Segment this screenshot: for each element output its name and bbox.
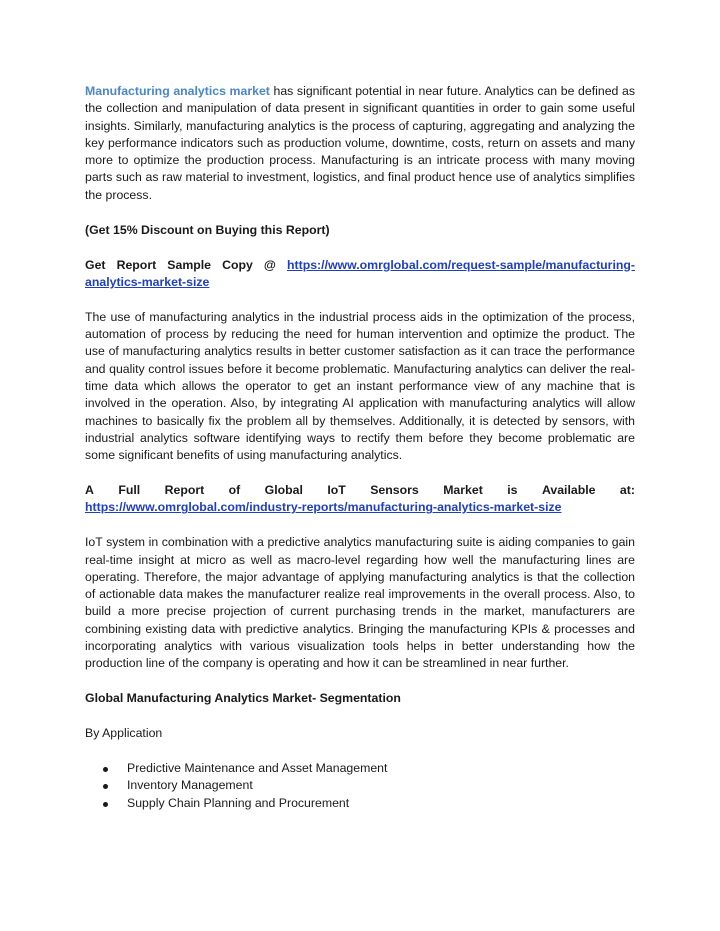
intro-paragraph	[85, 83, 635, 204]
full-report-block	[85, 482, 635, 517]
full-report-word: at:	[619, 483, 635, 498]
full-report-word: Market	[443, 483, 483, 498]
sample-copy-line	[85, 257, 635, 292]
document-page	[85, 83, 635, 812]
full-report-word: Sensors	[370, 483, 419, 498]
application-list	[85, 760, 635, 812]
sample-copy-link[interactable]: https://www.omrglobal.com/request-sample/manufacturing-analytics-market-size	[85, 257, 635, 289]
list-item-text: Predictive Maintenance and Asset Management	[127, 760, 388, 775]
full-report-word: A	[85, 483, 94, 498]
full-report-word: IoT	[327, 483, 346, 498]
full-report-word: Report	[164, 483, 205, 498]
full-report-word: Global	[264, 483, 303, 498]
sample-copy-label: Get Report Sample Copy @	[85, 257, 287, 272]
discount-line: (Get 15% Discount on Buying this Report)	[85, 222, 330, 237]
full-report-word: is	[507, 483, 518, 498]
market-link[interactable]: Manufacturing analytics market	[85, 84, 270, 98]
bullet-icon	[103, 784, 108, 789]
list-item	[85, 777, 635, 794]
intro-text: has significant potential in near future. Analytics can be defined as the collection and manipulation of data present in significant quantities in order to gain some useful insights. Similarly, manufacturing analytics is the process of capturing, aggregating and analyzing the key performance indicators such as production volume, downtime, costs, return on assets and many more to optimize the production process. Manufacturing is an intricate process with many moving parts such as raw material to investment, logistics, and final product hence use of analytics simplifies the process.	[85, 84, 635, 202]
list-item	[85, 795, 635, 812]
list-item-text: Inventory Management	[127, 778, 253, 793]
full-report-label	[85, 482, 635, 499]
full-report-word: Full	[118, 483, 141, 498]
bullet-icon	[103, 767, 108, 772]
bullet-icon	[103, 802, 108, 807]
body-paragraph-2: The use of manufacturing analytics in the industrial process aids in the optimization of the process, automation of process by reducing the need for human intervention and optimize the product. The use of manufacturing analytics results in better customer satisfaction as it can trace the performance and quality control issues before it become problematic. Manufacturing analytics can deliver the real-time data which allows the operator to get an instant performance view of any machine that is involved in the operation. Also, by integrating AI application with manufacturing analytics will allow machines to basically fix the problem all by themselves. Additionally, it is detected by sensors, with industrial analytics software identifying ways to rectify them before they become problematic are some significant benefits of using manufacturing analytics.	[85, 309, 635, 463]
by-application-label: By Application	[85, 726, 163, 741]
full-report-word: of	[228, 483, 241, 498]
full-report-word: Available	[541, 483, 596, 498]
segmentation-heading: Global Manufacturing Analytics Market- Segmentation	[85, 691, 401, 706]
body-paragraph-3: IoT system in combination with a predictive analytics manufacturing suite is aiding companies to gain real-time insight at micro as well as macro-level regarding how well the manufacturing lines are operating. Therefore, the major advantage of applying manufacturing analytics is that the collection of actionable data makes the manufacturer realize real improvements in the overall process. Also, to build a more precise projection of current purchasing trends in the market, manufacturers are combining existing data with predictive analytics. Bringing the manufacturing KPIs & processes and incorporating analytics with various visualization tools helps in better understanding how the production line of the company is operating and how it can be streamlined in near further.	[85, 535, 635, 671]
list-item	[85, 760, 635, 777]
list-item-text: Supply Chain Planning and Procurement	[127, 795, 350, 810]
full-report-link[interactable]: https://www.omrglobal.com/industry-reports/manufacturing-analytics-market-size	[85, 500, 562, 515]
